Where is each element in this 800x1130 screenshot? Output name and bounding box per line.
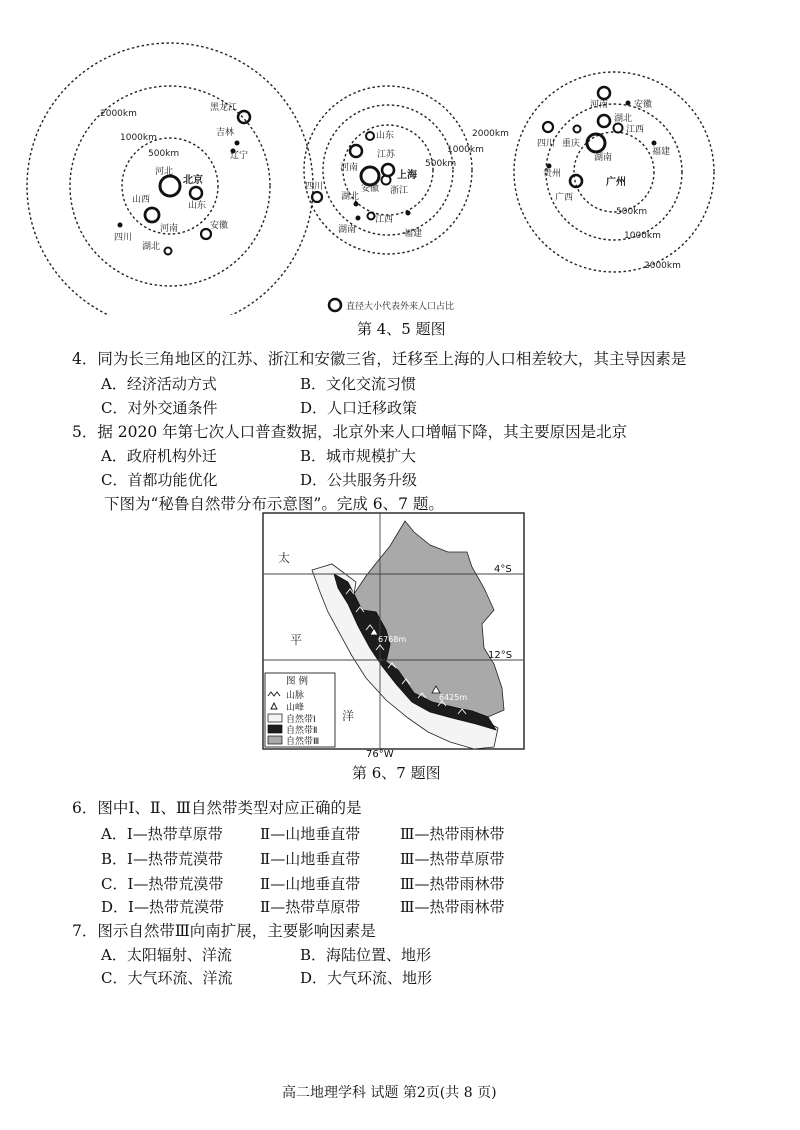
province-label: 湖南 <box>594 153 613 163</box>
q7-option: D．大气环流、地形 <box>300 969 433 987</box>
q4-option: B．文化交流习惯 <box>300 375 417 393</box>
province-label: 湖南 <box>338 225 357 235</box>
province-label: 安徽 <box>634 100 653 110</box>
zone-2-swatch <box>268 725 282 733</box>
province-label: 吉林 <box>216 128 235 138</box>
figure-caption-6-7: 第 6、7 题图 <box>352 764 441 782</box>
zone-3-swatch <box>268 736 282 744</box>
province-label: 四川 <box>305 182 324 192</box>
province-label: 河南 <box>160 224 179 234</box>
province-label: 浙江 <box>390 186 409 196</box>
peak-label: 6425m <box>439 693 468 702</box>
province-label: 山西 <box>132 195 151 205</box>
legend-circle-icon <box>329 299 341 311</box>
ocean-label: 平 <box>290 633 303 647</box>
q4-option: D．人口迁移政策 <box>300 399 418 417</box>
q4-option: A．经济活动方式 <box>101 375 217 393</box>
legend-item: 自然带Ⅱ <box>286 726 318 736</box>
question-6-stem: 6．图中Ⅰ、Ⅱ、Ⅲ自然带类型对应正确的是 <box>72 799 362 817</box>
peru-natural-zone-map <box>262 512 526 758</box>
map-legend <box>265 673 335 747</box>
q6-option-a-3: Ⅲ—热带雨林带 <box>400 825 505 843</box>
q6-option-d-3: Ⅲ—热带雨林带 <box>400 898 505 916</box>
ring-label: 500km <box>425 159 457 169</box>
ring-label: 1000km <box>447 145 484 155</box>
center-city-label: 上海 <box>397 170 417 181</box>
province-label: 江西 <box>375 215 394 225</box>
longitude-label: 76°W <box>366 749 394 758</box>
q7-option: C．大气环流、洋流 <box>101 969 233 987</box>
figure-caption: 第 4、5 题图 <box>357 320 446 338</box>
province-label: 河北 <box>155 167 174 177</box>
legend-item: 自然带Ⅰ <box>286 715 316 725</box>
province-label: 湖北 <box>614 114 633 124</box>
q7-option: A．太阳辐射、洋流 <box>101 946 232 964</box>
legend-item: 山峰 <box>286 703 305 713</box>
province-label: 河南 <box>590 100 609 110</box>
beijing-panel <box>27 43 313 315</box>
ocean-label: 太 <box>278 551 291 565</box>
province-label: 四川 <box>537 139 556 149</box>
q6-option-b-3: Ⅲ—热带草原带 <box>400 850 505 868</box>
province-label: 福建 <box>404 229 423 239</box>
q6-option-c-2: Ⅱ—山地垂直带 <box>260 875 361 893</box>
latitude-label: 12°S <box>488 650 513 661</box>
zone-1-swatch <box>268 714 282 722</box>
question-5-stem: 5．据 2020 年第七次人口普查数据，北京外来人口增幅下降，其主要原因是北京 <box>72 423 628 441</box>
province-label: 安徽 <box>361 184 380 194</box>
q5-option: B．城市规模扩大 <box>300 447 417 465</box>
q6-option-d-2: Ⅱ—热带草原带 <box>260 898 361 916</box>
center-city-label: 北京 <box>183 175 203 186</box>
province-label: 湖北 <box>341 192 360 202</box>
q6-option-a-2: Ⅱ—山地垂直带 <box>260 825 361 843</box>
province-label: 重庆 <box>562 139 581 149</box>
province-label: 广西 <box>555 193 574 203</box>
ring-label: 1000km <box>120 133 157 143</box>
figure-4-5 <box>0 0 800 315</box>
q6-option-b-1: B．Ⅰ—热带荒漠带 <box>101 850 223 868</box>
province-label: 安徽 <box>210 221 229 231</box>
latitude-label: 4°S <box>494 564 512 575</box>
q5-option: C．首都功能优化 <box>101 471 218 489</box>
q6-option-d-1: D．Ⅰ—热带荒漠带 <box>101 898 224 916</box>
figure-legend: 直径大小代表外来人口占比 <box>346 302 455 312</box>
province-label: 山东 <box>376 131 395 141</box>
province-label: 江西 <box>626 125 645 135</box>
ring-label: 500km <box>148 149 180 159</box>
question-7-stem: 7．图示自然带Ⅲ向南扩展，主要影响因素是 <box>72 922 376 940</box>
legend-item: 山脉 <box>286 691 305 701</box>
q6-option-a-1: A．Ⅰ—热带草原带 <box>101 825 223 843</box>
guangzhou-panel <box>514 72 714 272</box>
legend-item: 自然带Ⅲ <box>286 737 320 747</box>
q5-option: D．公共服务升级 <box>300 471 418 489</box>
page-footer: 高二地理学科 试题 第2页(共 8 页) <box>282 1085 497 1101</box>
ring-label: 2000km <box>644 261 681 271</box>
province-label: 江苏 <box>377 150 396 160</box>
province-label: 湖北 <box>142 242 161 252</box>
q6-option-b-2: Ⅱ—山地垂直带 <box>260 850 361 868</box>
center-city-label: 广州 <box>606 177 626 188</box>
q7-option: B．海陆位置、地形 <box>300 946 432 964</box>
question-4-stem: 4．同为长三角地区的江苏、浙江和安徽三省，迁移至上海的人口相差较大，其主导因素是 <box>72 350 687 368</box>
q5-option: A．政府机构外迁 <box>101 447 217 465</box>
q4-option: C．对外交通条件 <box>101 399 218 417</box>
province-label: 贵州 <box>543 169 562 179</box>
province-label: 河南 <box>340 163 359 173</box>
province-label: 四川 <box>114 233 133 243</box>
ring-label: 1000km <box>624 231 661 241</box>
province-label: 山东 <box>188 201 207 211</box>
province-label: 辽宁 <box>230 151 249 161</box>
shanghai-panel <box>304 86 509 254</box>
ocean-label: 洋 <box>342 709 355 723</box>
province-label: 黑龙江 <box>210 103 238 113</box>
ring-label: 2000km <box>100 109 137 119</box>
province-label: 福建 <box>652 147 671 157</box>
ring-label: 2000km <box>472 129 509 139</box>
legend-title: 图 例 <box>286 676 309 687</box>
intro-6-7: 下图为“秘鲁自然带分布示意图”。完成 6、7 题。 <box>104 495 444 513</box>
ring-label: 500km <box>616 207 648 217</box>
q6-option-c-1: C．Ⅰ—热带荒漠带 <box>101 875 224 893</box>
peak-label: 6768m <box>378 635 407 644</box>
q6-option-c-3: Ⅲ—热带雨林带 <box>400 875 505 893</box>
